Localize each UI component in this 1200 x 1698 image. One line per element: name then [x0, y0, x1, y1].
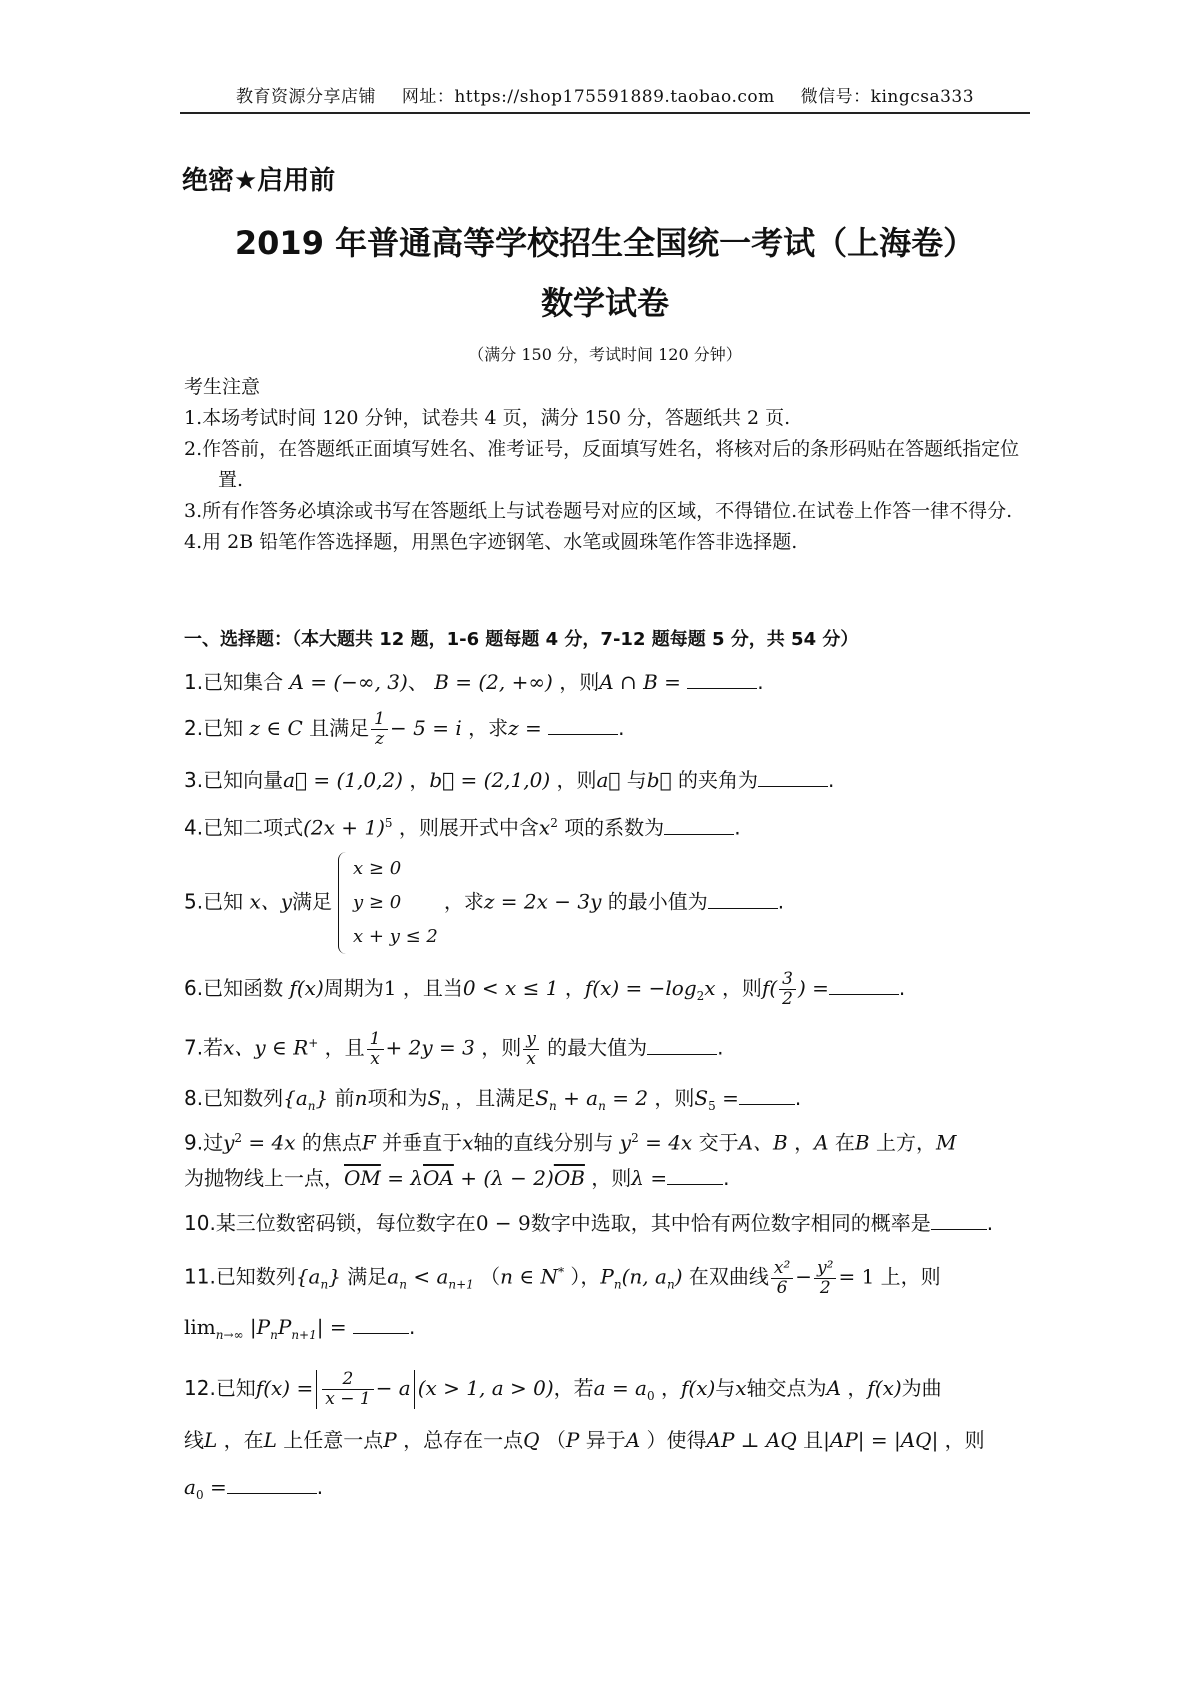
question-text: ， — [794, 1130, 815, 1155]
math-expression: = λ — [387, 1166, 424, 1190]
math-expression: f(x) = −log — [584, 976, 697, 1000]
math-expression: f(x) — [289, 976, 324, 1000]
question-end: . — [794, 1086, 802, 1110]
question-text: 上方， — [875, 1130, 936, 1155]
math-expression: f(x) — [867, 1376, 902, 1400]
math-expression: f(x) = — [255, 1376, 314, 1400]
math-subscript: 5 — [708, 1099, 716, 1113]
question-text: 在双曲线 — [688, 1264, 769, 1289]
question-text: ，总存在一点 — [403, 1428, 524, 1452]
answer-blank[interactable] — [829, 976, 899, 995]
question-8 — [184, 1083, 1044, 1121]
math-expression: − — [795, 1264, 813, 1289]
question-end: . — [757, 670, 764, 694]
math-expression: P — [565, 1428, 580, 1452]
math-expression: L — [204, 1428, 218, 1452]
notice-item: 3.所有作答务必填涂或书写在答题纸上与试卷题号对应的区域，不得错位.在试卷上作答一律不得分. — [184, 500, 1013, 522]
question-end: . — [986, 1211, 994, 1235]
math-expression: (x > 1, a > 0) — [417, 1376, 554, 1400]
math-expression: AP ⊥ AQ — [706, 1428, 797, 1452]
math-subscript: n — [307, 1099, 316, 1113]
math-expression: a = a — [593, 1376, 647, 1400]
question-text: ，则 — [481, 1035, 522, 1060]
question-text: ，求 — [468, 716, 509, 740]
fraction — [371, 710, 388, 749]
question-text: 轴交点为 — [746, 1376, 827, 1400]
math-expression: ) = — [797, 976, 829, 1000]
math-expression: {a — [283, 1086, 308, 1110]
math-expression: − 5 = i — [390, 716, 462, 740]
question-text: 项的系数为 — [564, 815, 665, 840]
inequality: x + y ≤ 2 — [353, 926, 438, 947]
question-text: 且满足 — [309, 716, 370, 740]
math-expression: |AP| = |AQ| — [823, 1428, 939, 1452]
answer-blank[interactable] — [548, 716, 618, 735]
math-subscript: 0 — [195, 1488, 204, 1502]
fraction-denominator: x — [526, 1048, 536, 1069]
math-expression: + (λ − 2) — [460, 1166, 554, 1190]
math-expression: a⃗ = (1,0,2) — [283, 768, 403, 792]
math-subscript: n — [270, 1328, 278, 1342]
math-expression: 0 − 9 — [475, 1211, 531, 1235]
question-text: ，且 — [324, 1035, 365, 1060]
question-text: 的焦点 — [301, 1130, 362, 1155]
header-wechat: 微信号：kingcsa333 — [800, 87, 975, 107]
fraction — [771, 1259, 793, 1298]
fraction — [814, 1259, 836, 1298]
question-text: 已知二项式 — [203, 815, 304, 840]
question-text: ，则展开式中含 — [398, 815, 539, 840]
answer-blank[interactable] — [353, 1315, 409, 1334]
math-expression: A、B — [738, 1130, 788, 1155]
math-expression: A = (−∞, 3) — [289, 670, 408, 694]
math-expression: z = — [508, 716, 542, 740]
math-expression: n — [354, 1086, 368, 1110]
question-2 — [184, 710, 1044, 749]
math-expression: a⃗ — [596, 768, 621, 792]
fraction-numerator: y² — [814, 1259, 836, 1279]
math-expression: b⃗ — [646, 768, 672, 792]
question-text: 数字中选取，其中恰有两位数字相同的概率是 — [530, 1211, 931, 1235]
math-subscript: n — [613, 1277, 622, 1292]
math-expression: x — [735, 1376, 747, 1400]
question-number: 4. — [184, 815, 204, 840]
math-expression: 0 < x ≤ 1 — [462, 976, 559, 1000]
question-text: 已知数列 — [203, 1086, 284, 1110]
question-text: 的夹角为 — [677, 768, 758, 792]
math-expression: S — [427, 1086, 442, 1110]
math-expression: S — [535, 1086, 549, 1110]
question-number: 5. — [184, 889, 204, 914]
question-text: 项和为 — [367, 1086, 428, 1110]
math-expression: x — [462, 1130, 474, 1155]
math-expression: L — [263, 1428, 277, 1452]
question-12 — [184, 1370, 1044, 1411]
math-subscript: n — [441, 1099, 449, 1113]
fraction-denominator: 6 — [776, 1277, 788, 1298]
question-text: ，则 — [721, 976, 762, 1000]
question-text: 已知 — [215, 1376, 256, 1400]
question-number: 9. — [184, 1130, 204, 1155]
vector-expression: $\overline{OM}$ — [344, 1166, 381, 1190]
question-text: 且 — [803, 1428, 824, 1452]
question-text: 过 — [203, 1130, 224, 1155]
question-text: ， — [409, 768, 430, 792]
question-4 — [184, 808, 1044, 843]
math-subscript: n — [666, 1277, 675, 1292]
math-expression: + 2y = 3 — [385, 1035, 475, 1060]
math-subscript: n+1 — [448, 1277, 474, 1292]
question-text: ，则 — [944, 1428, 985, 1452]
question-text: ）， — [570, 1264, 601, 1289]
question-end: . — [898, 976, 906, 1000]
math-expression: − a — [375, 1376, 411, 1400]
question-text: 前 — [334, 1086, 355, 1110]
math-expression: x、y — [249, 889, 293, 914]
math-subscript: n+1 — [291, 1328, 317, 1342]
question-text: ，则 — [556, 768, 597, 792]
question-end: . — [408, 1315, 416, 1339]
math-exponent: 5 — [384, 816, 393, 830]
answer-blank[interactable] — [664, 816, 734, 835]
inequality: x ≥ 0 — [353, 858, 402, 879]
math-expression: n ∈ N — [500, 1264, 559, 1289]
question-text: ，则 — [654, 1086, 695, 1110]
question-text: 的最小值为 — [607, 889, 708, 914]
question-text: 为曲 — [901, 1376, 942, 1400]
page-header — [180, 82, 1030, 114]
notice-item: 4.用 2B 铅笔作答选择题，用黑色字迹钢笔、水笔或圆珠笔作答非选择题. — [184, 531, 798, 553]
math-expression: = 1 — [838, 1264, 875, 1289]
math-expression: x、y ∈ R — [223, 1035, 309, 1060]
math-expression: A — [814, 1130, 829, 1155]
question-text: ， — [564, 976, 585, 1000]
fraction-numerator: 1 — [367, 1030, 384, 1050]
fraction-numerator: y — [523, 1030, 539, 1050]
score-note: （满分 150 分，考试时间 120 分钟） — [468, 345, 742, 364]
question-number: 8. — [184, 1086, 204, 1110]
math-expression: (n, a — [621, 1264, 667, 1289]
question-text: （ — [480, 1264, 501, 1289]
question-text: 上，则 — [880, 1264, 941, 1289]
secret-mark: 绝密★启用前 — [182, 166, 336, 196]
math-expression: < a — [413, 1264, 449, 1289]
math-expression: Q — [523, 1428, 540, 1452]
math-subscript: n→∞ — [215, 1328, 244, 1342]
question-text: 某三位数密码锁，每位数字在 — [215, 1211, 476, 1235]
math-expression: + a — [563, 1086, 599, 1110]
math-expression: a — [184, 1475, 196, 1499]
question-text: 已知 — [203, 716, 244, 740]
math-expression: A ∩ B = — [599, 670, 681, 694]
math-expression: {a — [295, 1264, 321, 1289]
question-text: 、 — [407, 670, 428, 694]
question-text: ，若 — [553, 1376, 594, 1400]
math-expression: P — [277, 1315, 292, 1339]
question-text: 满足 — [347, 1264, 388, 1289]
question-12-line-2 — [184, 1425, 1044, 1455]
answer-blank[interactable] — [687, 670, 757, 689]
answer-blank[interactable] — [647, 1036, 717, 1055]
question-text: 已知 — [203, 889, 244, 914]
question-9-line-2 — [184, 1163, 1044, 1193]
question-text: 周期为 — [323, 976, 384, 1000]
question-9 — [184, 1123, 1044, 1158]
question-text: ，且当 — [402, 976, 463, 1000]
math-expression: F — [361, 1130, 376, 1155]
question-text: 为抛物线上一点， — [184, 1166, 344, 1190]
math-expression: |P — [249, 1315, 271, 1339]
fraction-numerator: 1 — [371, 710, 388, 730]
subject-title: 数学试卷 — [540, 284, 669, 322]
question-12-line-3 — [184, 1472, 1044, 1510]
fraction — [523, 1030, 539, 1069]
math-expression: = 4x — [248, 1130, 296, 1155]
math-subscript: n — [399, 1277, 407, 1292]
math-expression: (2x + 1) — [303, 815, 385, 840]
vector-expression: $\overline{OA}$ — [423, 1166, 454, 1190]
question-text: 已知集合 — [203, 670, 284, 694]
fraction-denominator: x — [370, 1048, 380, 1069]
math-expression: } — [328, 1264, 341, 1289]
exam-title: 2019 年普通高等学校招生全国统一考试（上海卷） — [234, 224, 976, 262]
question-text: 若 — [203, 1035, 224, 1060]
fraction-numerator: 2 — [322, 1370, 373, 1390]
question-11 — [184, 1257, 1044, 1300]
answer-blank[interactable] — [758, 768, 828, 787]
question-text: ，则 — [591, 1166, 632, 1190]
notice-item: 1.本场考试时间 120 分钟，试卷共 4 页，满分 150 分，答题纸共 2 页. — [184, 407, 791, 429]
notice-heading: 考生注意 — [184, 376, 261, 398]
answer-blank[interactable] — [227, 1475, 317, 1494]
question-end: . — [734, 815, 741, 840]
question-number: 1. — [184, 670, 204, 694]
question-text: 已知数列 — [215, 1264, 296, 1289]
question-7 — [184, 1028, 1044, 1069]
question-text: 上任意一点 — [283, 1428, 384, 1452]
math-expression: x — [538, 815, 551, 840]
fraction — [322, 1370, 373, 1409]
math-expression: a — [387, 1264, 400, 1289]
math-expression: = 2 — [612, 1086, 649, 1110]
math-expression: x — [704, 976, 716, 1000]
question-text: 已知向量 — [203, 768, 284, 792]
question-5 — [184, 852, 1044, 954]
question-end: . — [618, 716, 625, 740]
math-expression: M — [935, 1130, 957, 1155]
question-text: 轴的直线分别与 — [473, 1130, 614, 1155]
math-expression: z = 2x − 3y — [483, 889, 602, 914]
math-expression: A — [625, 1428, 641, 1452]
math-expression: y — [619, 1130, 632, 1155]
answer-blank[interactable] — [931, 1211, 987, 1230]
inequality: y ≥ 0 — [353, 892, 402, 913]
math-expression: λ = — [631, 1166, 668, 1190]
question-end: . — [723, 1166, 730, 1190]
answer-blank[interactable] — [667, 1166, 723, 1185]
fraction-denominator: 2 — [819, 1277, 831, 1298]
math-exponent: 2 — [234, 1131, 243, 1145]
question-text: 与 — [715, 1376, 736, 1400]
fraction — [779, 970, 796, 1009]
question-text: ，则 — [559, 670, 600, 694]
question-text: 满足 — [292, 889, 333, 914]
fraction-denominator: 2 — [782, 989, 793, 1009]
question-text: 与 — [626, 768, 647, 792]
question-text: ，且满足 — [455, 1086, 536, 1110]
inequality-system — [338, 852, 438, 954]
math-subscript: 2 — [696, 989, 705, 1003]
math-expression: f(x) — [680, 1376, 716, 1400]
fraction-denominator: z — [375, 729, 385, 749]
question-10 — [184, 1208, 1044, 1238]
math-expression: | = — [316, 1315, 347, 1339]
math-exponent: 2 — [550, 816, 558, 830]
math-expression: b⃗ = (2,1,0) — [429, 768, 551, 792]
question-number: 7. — [184, 1035, 204, 1060]
question-3 — [184, 765, 1044, 795]
math-expression: 1 — [383, 976, 397, 1000]
math-expression: B = (2, +∞) — [434, 670, 553, 694]
math-expression: = 4x — [645, 1130, 693, 1155]
math-expression: z ∈ C — [249, 716, 303, 740]
question-text: （ — [545, 1428, 566, 1452]
math-expression: y — [223, 1130, 235, 1155]
header-shop: 教育资源分享店铺 — [235, 87, 376, 107]
question-end: . — [717, 1035, 724, 1060]
question-text: 线 — [184, 1428, 204, 1452]
question-text: 在 — [834, 1130, 855, 1155]
question-text: ， — [660, 1376, 681, 1400]
math-expression: S — [694, 1086, 709, 1110]
question-6 — [184, 970, 1044, 1011]
question-11-line-2 — [184, 1312, 1044, 1350]
question-text: 已知函数 — [203, 976, 284, 1000]
math-expression: A — [826, 1376, 842, 1400]
math-expression: B — [854, 1130, 870, 1155]
question-text: ， — [847, 1376, 868, 1400]
question-number: 3. — [184, 768, 204, 792]
answer-blank[interactable] — [739, 1086, 795, 1105]
fraction-denominator: x − 1 — [325, 1389, 371, 1409]
math-exponent: 2 — [631, 1131, 639, 1145]
question-text: 异于 — [585, 1428, 626, 1452]
question-number: 6. — [184, 976, 204, 1000]
question-1 — [184, 667, 1044, 697]
question-end: . — [316, 1475, 324, 1499]
math-expression: f( — [761, 976, 778, 1000]
fraction — [367, 1030, 384, 1069]
question-text: ）使得 — [646, 1428, 707, 1452]
math-expression: } — [315, 1086, 329, 1110]
math-subscript: n — [598, 1099, 606, 1113]
question-text: 交于 — [698, 1130, 739, 1155]
math-expression: P — [600, 1264, 614, 1289]
math-expression: = — [209, 1475, 227, 1499]
answer-blank[interactable] — [708, 890, 778, 909]
fraction-numerator: 3 — [779, 970, 796, 990]
header-site: 网址：https://shop175591889.taobao.com — [401, 87, 775, 107]
section-heading: 一、选择题：（本大题共 12 题，1-6 题每题 4 分，7-12 题每题 5 分，共 54 分） — [184, 629, 859, 650]
math-expression: ) — [674, 1264, 683, 1289]
math-subscript: 0 — [646, 1389, 655, 1403]
question-number: 11. — [184, 1264, 216, 1289]
question-text: 的最大值为 — [547, 1035, 648, 1060]
math-exponent: * — [558, 1265, 565, 1279]
vector-expression: $\overline{OB}$ — [553, 1166, 585, 1190]
math-exponent: + — [308, 1036, 319, 1050]
question-text: 并垂直于 — [382, 1130, 463, 1155]
math-expression: lim — [184, 1315, 216, 1339]
question-end: . — [827, 768, 835, 792]
question-text: ，求 — [443, 889, 484, 914]
math-expression: = — [722, 1086, 739, 1110]
question-text: ，在 — [223, 1428, 264, 1452]
math-subscript: n — [320, 1277, 329, 1292]
notice-block — [184, 372, 1034, 558]
question-number: 12. — [184, 1376, 216, 1400]
math-subscript: n — [548, 1099, 557, 1113]
question-number: 2. — [184, 716, 204, 740]
notice-item: 2.作答前，在答题纸正面填写姓名、准考证号，反面填写姓名，将核对后的条形码贴在答题纸指定位置. — [184, 438, 1020, 491]
question-end: . — [777, 889, 785, 914]
math-expression: P — [383, 1428, 397, 1452]
question-number: 10. — [184, 1211, 216, 1235]
fraction-numerator: x² — [771, 1259, 793, 1279]
